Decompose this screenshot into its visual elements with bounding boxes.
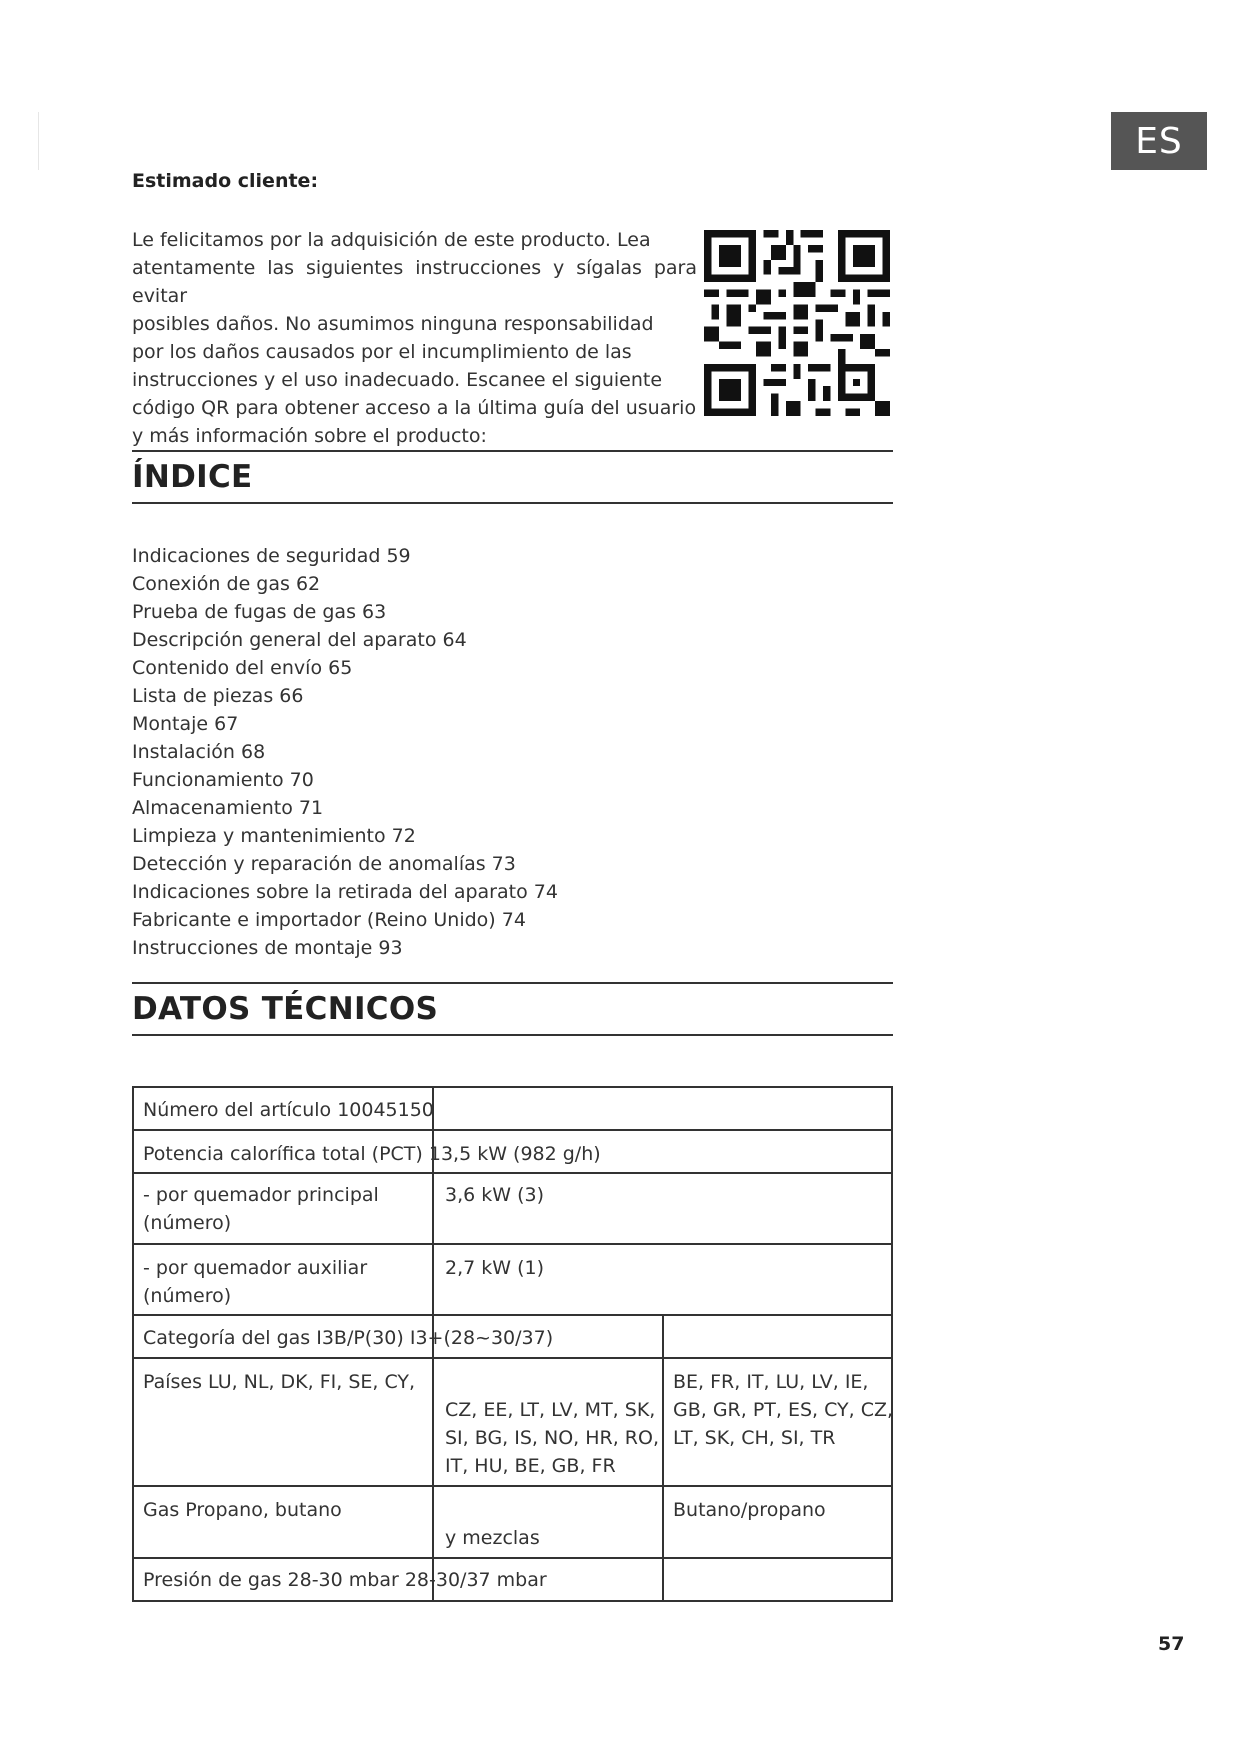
table-border	[132, 1600, 893, 1602]
intro-line: Le felicitamos por la adquisición de este producto. Lea	[132, 229, 651, 251]
row-line	[132, 1243, 893, 1245]
article-number: Número del artículo 10045150	[143, 1099, 434, 1121]
toc-item[interactable]: Funcionamiento 70	[132, 769, 314, 791]
countries-col1: Países LU, NL, DK, FI, SE, CY,	[143, 1371, 416, 1393]
main-burner-label	[143, 1181, 379, 1237]
gas-pressure: Presión de gas 28-30 mbar 28-30/37 mbar	[143, 1569, 547, 1591]
aux-burner-label-line: - por quemador auxiliar	[143, 1257, 368, 1279]
page-number: 57	[1158, 1633, 1185, 1655]
intro-line: por los daños causados por el incumplimiento de las	[132, 341, 632, 363]
main-burner-label-line: - por quemador principal	[143, 1184, 379, 1206]
toc-heading: ÍNDICE	[132, 459, 253, 495]
intro-line: posibles daños. No asumimos ninguna responsabilidad	[132, 313, 654, 335]
toc-item[interactable]: Almacenamiento 71	[132, 797, 324, 819]
toc-item[interactable]: Fabricante e importador (Reino Unido) 74	[132, 909, 526, 931]
intro-line: instrucciones y el uso inadecuado. Escanee el siguiente	[132, 369, 663, 391]
countries-line: CZ, EE, LT, LV, MT, SK,	[445, 1399, 656, 1421]
toc-item[interactable]: Limpieza y mantenimiento 72	[132, 825, 416, 847]
page-edge-mark	[38, 112, 39, 170]
row-line	[132, 1357, 893, 1359]
row-line	[132, 1314, 893, 1316]
toc-item[interactable]: Indicaciones de seguridad 59	[132, 545, 411, 567]
aux-burner-label	[143, 1254, 367, 1310]
intro-line: código QR para obtener acceso a la última guía del usuario	[132, 397, 697, 419]
toc-item[interactable]: Detección y reparación de anomalías 73	[132, 853, 516, 875]
row-line	[132, 1129, 893, 1131]
divider	[132, 982, 893, 984]
countries-line: IT, HU, BE, GB, FR	[445, 1455, 616, 1477]
intro-line: y más información sobre el producto:	[132, 425, 487, 447]
table-border	[891, 1086, 893, 1602]
gas-type-col3: Butano/propano	[673, 1499, 826, 1521]
toc-item[interactable]: Montaje 67	[132, 713, 239, 735]
specs-heading: DATOS TÉCNICOS	[132, 991, 439, 1027]
toc-item[interactable]: Lista de piezas 66	[132, 685, 304, 707]
toc-item[interactable]: Indicaciones sobre la retirada del aparato 74	[132, 881, 558, 903]
divider	[132, 1034, 893, 1036]
gas-type-col1: Gas Propano, butano	[143, 1499, 342, 1521]
countries-line: GB, GR, PT, ES, CY, CZ,	[673, 1399, 894, 1421]
greeting: Estimado cliente:	[132, 170, 319, 192]
toc-item[interactable]: Conexión de gas 62	[132, 573, 321, 595]
toc-item[interactable]: Prueba de fugas de gas 63	[132, 601, 387, 623]
divider	[132, 450, 893, 452]
aux-burner-label-line: (número)	[143, 1285, 232, 1307]
language-tab: ES	[1111, 112, 1207, 170]
countries-col2	[445, 1396, 659, 1480]
row-line	[132, 1172, 893, 1174]
table-of-contents	[132, 542, 558, 962]
gas-type-col2: y mezclas	[445, 1527, 540, 1549]
toc-item[interactable]: Instrucciones de montaje 93	[132, 937, 403, 959]
countries-line: SI, BG, IS, NO, HR, RO,	[445, 1427, 660, 1449]
main-burner-label-line: (número)	[143, 1212, 232, 1234]
specs-table	[132, 1086, 893, 1602]
gas-category: Categoría del gas I3B/P(30) I3+(28~30/37)	[143, 1327, 554, 1349]
main-burner-value: 3,6 kW (3)	[445, 1184, 544, 1206]
aux-burner-value: 2,7 kW (1)	[445, 1257, 544, 1279]
countries-line: BE, FR, IT, LU, LV, IE,	[673, 1371, 869, 1393]
row-line	[132, 1485, 893, 1487]
countries-col3	[673, 1368, 893, 1452]
intro-paragraph	[132, 226, 697, 450]
intro-line: atentamente las siguientes instrucciones y sígalas para evitar	[132, 257, 697, 307]
column-line	[662, 1314, 664, 1602]
row-line	[132, 1557, 893, 1559]
total-power: Potencia calorífica total (PCT) 13,5 kW (982 g/h)	[143, 1143, 601, 1165]
toc-item[interactable]: Instalación 68	[132, 741, 266, 763]
toc-item[interactable]: Contenido del envío 65	[132, 657, 353, 679]
qr-code[interactable]	[704, 230, 890, 416]
countries-line: LT, SK, CH, SI, TR	[673, 1427, 836, 1449]
table-border	[132, 1086, 134, 1602]
table-border	[132, 1086, 893, 1088]
toc-item[interactable]: Descripción general del aparato 64	[132, 629, 467, 651]
divider	[132, 502, 893, 504]
